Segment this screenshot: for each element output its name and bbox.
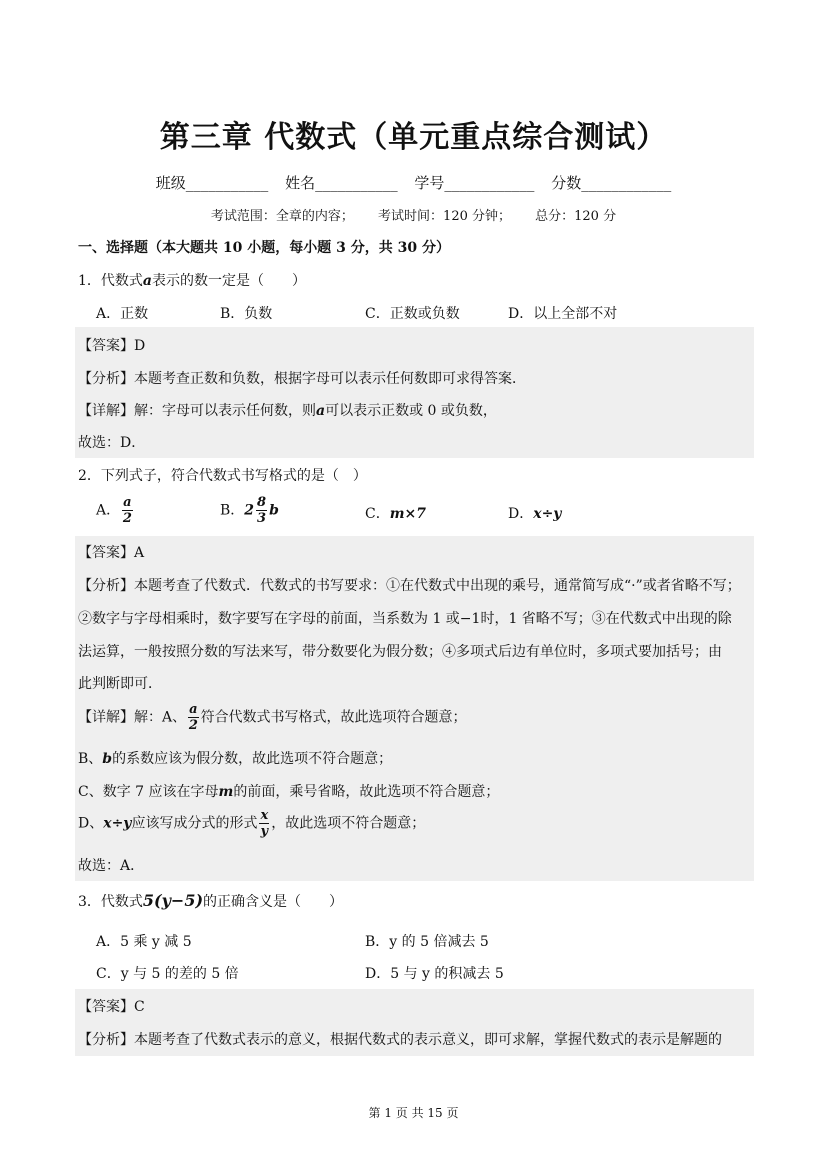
exam-scope: 考试范围：全章的内容； — [210, 209, 354, 224]
q2-detail-c-var: m — [218, 784, 234, 800]
q1-option-a: A．正数 — [96, 306, 149, 322]
q3-option-a: A．5 乘 y 减 5 — [96, 934, 192, 950]
q2-option-b — [220, 496, 279, 525]
q2-detail-c — [78, 781, 499, 801]
q2-option-b-var: b — [269, 502, 279, 519]
q1-stem-post: 表示的数一定是（ ） — [152, 273, 306, 289]
q1-answer-block — [75, 327, 754, 458]
q2-option-b-label: B． — [220, 502, 245, 519]
exam-info-line — [0, 205, 827, 224]
q2-option-d-expr: x÷y — [533, 506, 562, 522]
q2-detail-a — [78, 703, 467, 732]
q3-stem-post: 的正确含义是（ ） — [203, 894, 344, 910]
q3-stem-expr: 5(y−5) — [142, 891, 204, 910]
q2-detail-a-post: 符合代数式书写格式，故此选项符合题意； — [200, 709, 467, 726]
q2-detail-d-mid: 应该写成分式的形式 — [131, 815, 258, 832]
q3-option-b: B．y 的 5 倍减去 5 — [365, 934, 489, 950]
q1-analysis: 【分析】本题考查正数和负数，根据字母可以表示任何数即可求得答案． — [78, 371, 526, 387]
q2-detail-a-fraction: $\frac{a}{2}$ — [188, 702, 198, 733]
q1-detail — [78, 400, 497, 420]
exam-time: 考试时间：120 分钟； — [378, 209, 511, 224]
q3-analysis: 【分析】本题考查了代数式表示的意义，根据代数式的表示意义，即可求解，掌握代数式的表示是解题的 — [78, 1032, 722, 1048]
section-title: 一、选择题（本大题共 10 小题，每小题 3 分，共 30 分） — [78, 240, 450, 256]
q2-detail-c-pre: C、数字 7 应该在字母 — [78, 784, 219, 800]
q2-analysis-line-1: 【分析】本题考查了代数式．代数式的书写要求：①在代数式中出现的乘号，通常简写成“·”或者省略不写； — [78, 578, 741, 594]
q2-option-d-label: D． — [508, 506, 534, 522]
q2-option-a — [96, 496, 135, 525]
q2-detail-c-post: 的前面，乘号省略，故此选项不符合题意； — [233, 784, 500, 800]
id-field: 学号____________ — [414, 174, 535, 192]
q2-detail-d — [78, 809, 425, 838]
q2-option-c-expr: m×7 — [389, 506, 427, 522]
q3-option-d: D．5 与 y 的积减去 5 — [365, 966, 504, 982]
page-number: 第 1 页 共 15 页 — [368, 1106, 459, 1120]
q1-choose: 故选：D． — [78, 435, 146, 451]
name-field: 姓名___________ — [285, 174, 398, 192]
question-3-stem — [78, 891, 343, 911]
q1-stem-pre: 1．代数式 — [78, 273, 143, 289]
student-info-line — [0, 172, 827, 193]
q2-option-c-label: C． — [365, 506, 390, 522]
q1-detail-post: 可以表示正数或 0 或负数， — [325, 403, 497, 419]
q1-option-c: C．正数或负数 — [365, 306, 460, 322]
q2-analysis-line-3: 法运算，一般按照分数的写法来写，带分数要化为假分数；④多项式后边有单位时，多项式要加括号；由 — [78, 644, 722, 660]
question-1-stem — [78, 270, 306, 290]
q2-option-b-int: 2 — [244, 502, 255, 519]
q2-answer: 【答案】A — [78, 545, 145, 561]
q2-choose: 故选：A． — [78, 858, 145, 874]
q2-detail-b — [78, 748, 392, 768]
question-2-stem: 2．下列式子，符合代数式书写格式的是（ ） — [78, 468, 367, 484]
q2-option-c — [365, 503, 426, 523]
q2-analysis-line-2: ②数字与字母相乘时，数字要写在字母的前面，当系数为 1 或−1时，1 省略不写；③在代数式中出现的除 — [78, 611, 732, 627]
q2-detail-b-post: 的系数应该为假分数，故此选项不符合题意； — [112, 751, 393, 767]
exam-total: 总分：120 分 — [535, 209, 617, 224]
score-field: 分数____________ — [551, 174, 672, 192]
q1-stem-var: a — [142, 273, 152, 289]
q2-option-d — [508, 503, 561, 523]
q2-detail-d-post: ，故此选项不符合题意； — [271, 815, 426, 832]
q2-option-b-fraction: $\frac{8}{3}$ — [257, 495, 267, 526]
class-field: 班级___________ — [155, 174, 269, 192]
q3-option-c: C．y 与 5 的差的 5 倍 — [96, 966, 239, 982]
q1-answer: 【答案】D — [78, 338, 146, 354]
q2-analysis-line-4: 此判断即可． — [78, 676, 162, 692]
q3-answer: 【答案】C — [78, 999, 145, 1015]
q1-option-b: B．负数 — [220, 306, 273, 322]
q3-stem-pre: 3．代数式 — [78, 894, 143, 910]
q2-detail-b-pre: B、 — [78, 751, 103, 767]
page-title: 第三章 代数式（单元重点综合测试） — [159, 120, 668, 155]
q1-option-d: D．以上全部不对 — [508, 306, 618, 322]
q2-detail-a-pre: 【详解】解：A、 — [78, 709, 187, 726]
q2-detail-d-expr: x÷y — [103, 815, 132, 832]
q2-detail-d-fraction: $\frac{x}{y}$ — [260, 808, 269, 839]
q2-detail-d-pre: D、 — [78, 815, 104, 832]
q2-option-a-label: A． — [96, 502, 121, 519]
q2-detail-b-var: b — [102, 751, 113, 767]
q1-detail-pre: 【详解】解：字母可以表示任何数，则 — [78, 403, 316, 419]
q2-option-a-fraction: $\frac{a}{2}$ — [122, 495, 132, 526]
q1-detail-var: a — [316, 403, 326, 419]
